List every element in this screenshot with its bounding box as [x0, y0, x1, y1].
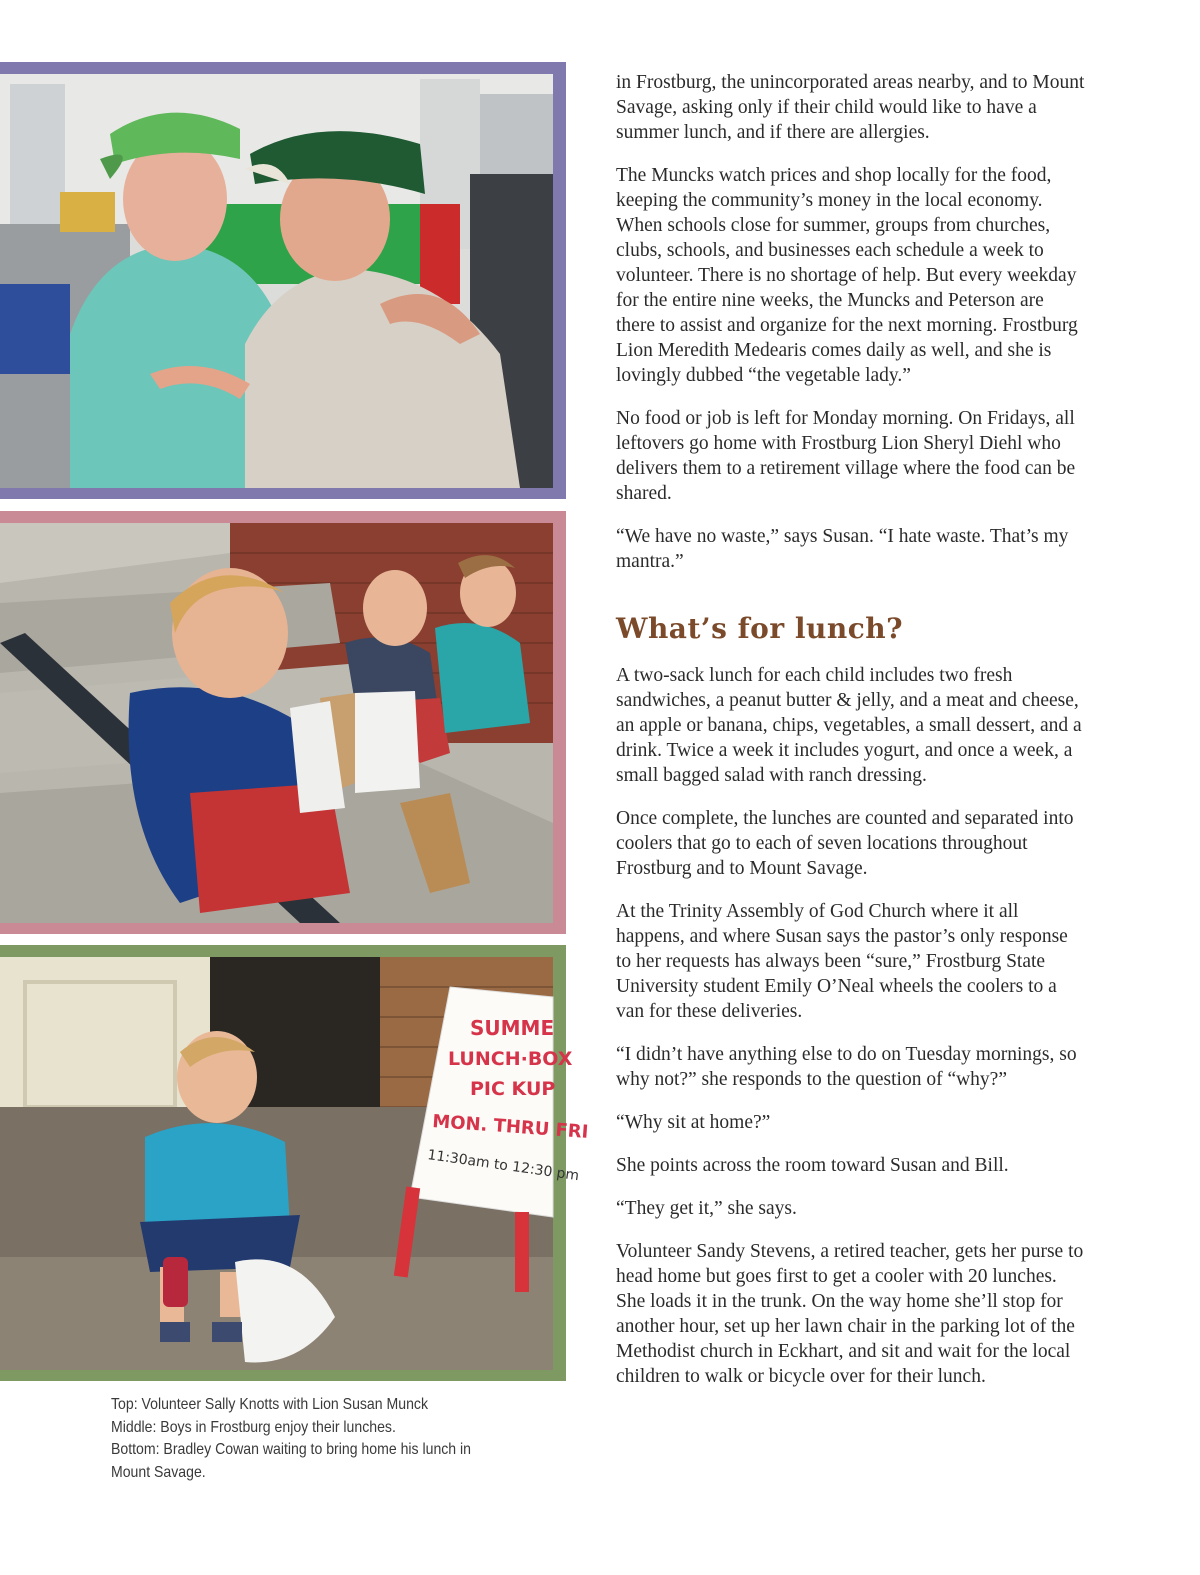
photo-bradley-cowan-illustration [0, 957, 590, 1370]
paragraph: “They get it,” she says. [616, 1198, 797, 1219]
paragraph: Once complete, the lunches are counted and separated into coolers that go to each of seven locations throughout Frostburg and to Mount Savage. [616, 808, 1074, 879]
photo-boys-lunch-illustration [0, 523, 553, 923]
photo-boys-lunch [0, 523, 553, 923]
paragraph: She points across the room toward Susan and Bill. [616, 1155, 1009, 1176]
paragraph: A two-sack lunch for each child includes two fresh sandwiches, a peanut butter & jelly, and a meat and cheese, an apple or banana, chips, vegetables, a small dessert, and a drink. Twice a week it includes yogurt, and once a week, a small bagged salad with ranch dressing. [616, 665, 1082, 786]
caption-line-top: Top: Volunteer Sally Knotts with Lion Susan Munck [111, 1396, 428, 1413]
sign-line-3: PIC KUP [470, 1078, 556, 1100]
paragraph: Volunteer Sandy Stevens, a retired teacher, gets her purse to head home but goes first to get a cooler with 20 lunches. She loads it in the trunk. On the way home she’ll stop for another hour, set up her lawn chair in the parking lot of the Methodist church in Eckhart, and sit and wait for the local children to walk or bicycle over for their lunch. [616, 1241, 1084, 1387]
paragraph: “Why sit at home?” [616, 1112, 771, 1133]
sign-line-1: SUMME [470, 1016, 555, 1040]
section-heading: What’s for lunch? [616, 612, 904, 645]
paragraph: At the Trinity Assembly of God Church where it all happens, and where Susan says the pastor’s only response to her requests has always been “sure,” Frostburg State University student Emily O’Neal wheels the coolers to a van for these deliveries. [616, 901, 1068, 1022]
paragraph: No food or job is left for Monday morning. On Fridays, all leftovers go home with Frostburg Lion Sheryl Diehl who delivers them to a retirement village where the food can be shared. [616, 408, 1076, 504]
photo-volunteers [0, 74, 553, 488]
sign-line-5: 11:30am to 12:30 pm [426, 1147, 581, 1185]
paragraph: “We have no waste,” says Susan. “I hate waste. That’s my mantra.” [616, 526, 1069, 572]
photo-bradley-cowan [0, 957, 590, 1370]
photo-frame-middle [0, 511, 566, 934]
sign-line-4: MON. THRU FRI [431, 1111, 590, 1143]
caption-line-bottom: Bottom: Bradley Cowan waiting to bring home his lunch in [111, 1441, 472, 1458]
paragraph: The Muncks watch prices and shop locally for the food, keeping the community’s money in the local economy. When schools close for summer, groups from churches, clubs, schools, and businesses each schedule a week to volunteer. There is no shortage of help. But every weekday for the entire nine weeks, the Muncks and Peterson are there to assist and organize for the next morning. Frostburg Lion Meredith Medearis comes daily as well, and she is lovingly dubbed “the vegetable lady.” [616, 165, 1078, 386]
photo-frame-top [0, 62, 566, 499]
caption-line-bottom-cont: Mount Savage. [111, 1463, 206, 1481]
photo-caption [111, 1394, 472, 1484]
paragraph: in Frostburg, the unincorporated areas nearby, and to Mount Savage, asking only if their child would like to have a summer lunch, and if there are allergies. [616, 72, 1085, 143]
caption-line-middle: Middle: Boys in Frostburg enjoy their lunches. [111, 1418, 396, 1436]
article-body [616, 70, 1086, 1407]
photo-volunteers-illustration [0, 74, 553, 488]
paragraph: “I didn’t have anything else to do on Tuesday mornings, so why not?” she responds to the question of “why?” [616, 1044, 1077, 1090]
photo-frame-bottom [0, 945, 590, 1381]
sign-line-2: LUNCH·BOX [448, 1048, 573, 1070]
